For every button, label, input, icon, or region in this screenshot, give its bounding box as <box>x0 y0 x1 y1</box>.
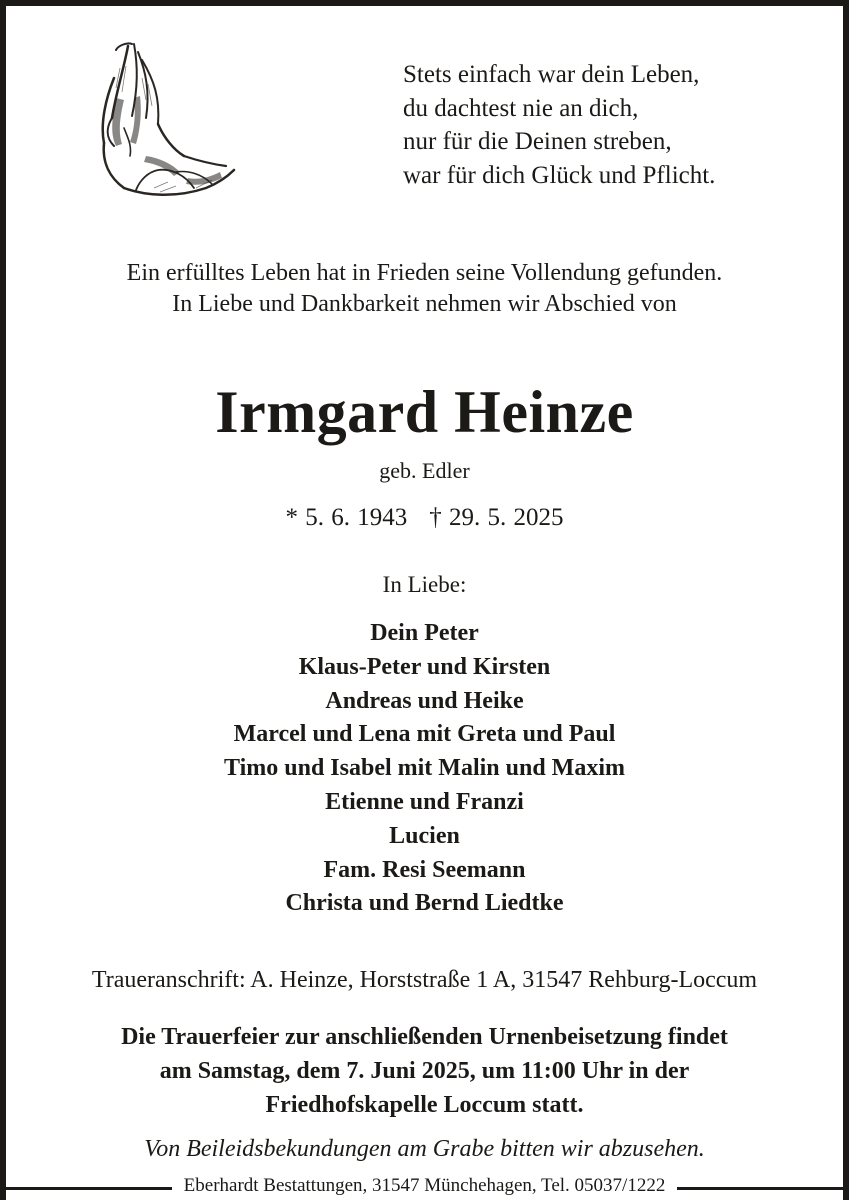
mourner-name: Timo und Isabel mit Malin und Maxim <box>224 755 625 782</box>
ceremony-line: am Samstag, dem 7. Juni 2025, um 11:00 Uhr in der <box>159 1058 690 1084</box>
mourner-name: Marcel und Lena mit Greta und Paul <box>233 721 616 748</box>
mourners-heading: In Liebe: <box>382 572 467 597</box>
death-date: † 29. 5. 2025 <box>429 504 564 531</box>
poem-line: Stets einfach war dein Leben, <box>403 61 700 88</box>
praying-hands-icon <box>76 38 241 208</box>
ceremony-line: Friedhofskapelle Loccum statt. <box>265 1092 584 1118</box>
intro-line: Ein erfülltes Leben hat in Frieden seine Vollendung gefunden. <box>126 260 723 286</box>
ceremony-line: Die Trauerfeier zur anschließenden Urnenbeisetzung findet <box>121 1024 728 1050</box>
mourner-name: Christa und Bernd Liedtke <box>285 890 564 917</box>
mourners-list <box>6 617 843 921</box>
mourner-name: Dein Peter <box>370 620 479 646</box>
funeral-home-footer <box>6 1174 843 1200</box>
poem-line: du dachtest nie an dich, <box>403 94 639 122</box>
poem-line: war für dich Glück und Pflicht. <box>403 161 716 189</box>
mourner-name: Fam. Resi Seemann <box>323 856 526 883</box>
ceremony-info <box>6 1020 843 1122</box>
life-dates <box>6 504 843 532</box>
intro-line: In Liebe und Dankbarkeit nehmen wir Abschied von <box>172 291 677 317</box>
mourning-address: Traueranschrift: A. Heinze, Horststraße 1 A, 31547 Rehburg-Loccum <box>91 967 758 993</box>
poem-line: nur für die Deinen streben, <box>403 128 672 155</box>
birth-name: geb. Edler <box>379 458 470 483</box>
deceased-name: Irmgard Heinze <box>215 379 634 445</box>
condolence-note: Von Beileidsbekundungen am Grabe bitten wir abzusehen. <box>144 1136 705 1162</box>
birth-date: * 5. 6. 1943 <box>285 504 408 531</box>
poem <box>403 58 715 192</box>
mourner-name: Klaus-Peter und Kirsten <box>298 653 551 680</box>
mourner-name: Etienne und Franzi <box>325 788 524 815</box>
mourner-name: Lucien <box>389 822 460 849</box>
intro-text <box>6 258 843 320</box>
mourner-name: Andreas und Heike <box>325 687 524 714</box>
funeral-home-info: Eberhardt Bestattungen, 31547 Münchehagen, Tel. 05037/1222 <box>172 1175 678 1196</box>
